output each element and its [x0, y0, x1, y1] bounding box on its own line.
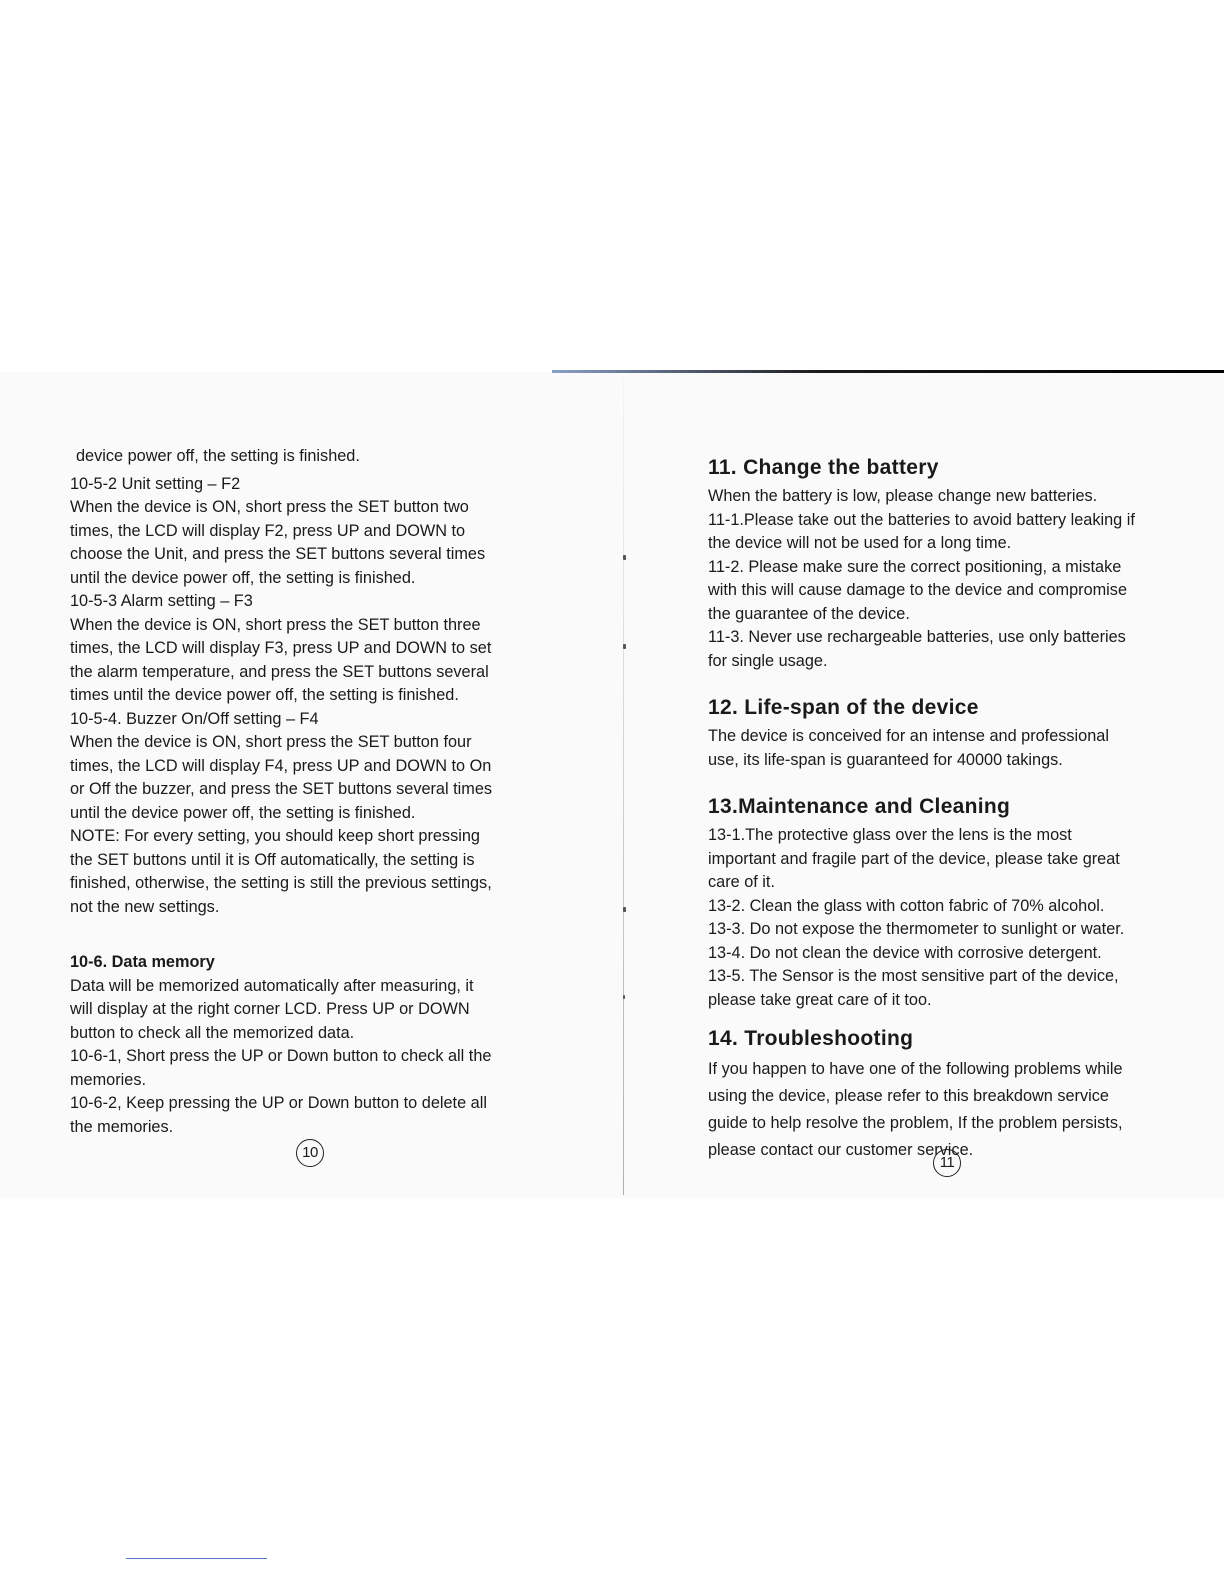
section-11-3: 11-3. Never use rechargeable batteries, use only batteries for single usage.: [708, 628, 1126, 670]
f3-heading: 10-5-3 Alarm setting – F3: [70, 592, 253, 610]
f2-heading: 10-5-2 Unit setting – F2: [70, 474, 241, 493]
section-13-title: 13.Maintenance and Cleaning: [708, 795, 1011, 818]
intro-text: device power off, the setting is finished.: [76, 447, 360, 465]
f4-heading: 10-5-4. Buzzer On/Off setting – F4: [70, 709, 319, 728]
section-14-body: If you happen to have one of the following problems while using the device, please refer to this breakdown service guide to help resolve the problem, If the problem persists, please contact our customer service.: [708, 1060, 1123, 1159]
section-12-title: 12. Life-span of the device: [708, 696, 979, 719]
page-fold: [623, 380, 624, 1195]
section-13-2: 13-2. Clean the glass with cotton fabric of 70% alcohol.: [708, 896, 1105, 915]
section-11-1: 11-1.Please take out the batteries to avoid battery leaking if the device will not be used for a long time.: [708, 510, 1135, 552]
section-13-3: 13-3. Do not expose the thermometer to sunlight or water.: [708, 920, 1125, 938]
page-number-right: 11: [933, 1149, 961, 1177]
section-12-body: The device is conceived for an intense and professional use, its life-span is guaranteed for 40000 takings.: [708, 727, 1109, 769]
section-14-title: 14. Troubleshooting: [708, 1027, 914, 1050]
f4-body: When the device is ON, short press the SET button four times, the LCD will display F4, press UP and DOWN to On or Off the buzzer, and press the SET buttons several times until the device power off, the setting is finished.: [70, 733, 493, 822]
note-text: NOTE: For every setting, you should keep short pressing the SET buttons until it is Off automatically, the setting is finished, otherwise, the setting is still the previous settings, not the new settings.: [70, 827, 492, 916]
scan-speck: [623, 907, 626, 912]
scan-speck: [623, 555, 626, 560]
section-11-2: 11-2. Please make sure the correct positioning, a mistake with this will cause damage to the device and compromise the guarantee of the device.: [708, 557, 1127, 623]
f2-body: When the device is ON, short press the SET button two times, the LCD will display F2, press UP and DOWN to choose the Unit, and press the SET buttons several times until the device power off, the setting is finished.: [70, 498, 486, 587]
item-10-6-1: 10-6-1, Short press the UP or Down button to check all the memories.: [70, 1047, 492, 1089]
f3-body: When the device is ON, short press the SET button three times, the LCD will display F3, press UP and DOWN to set the alarm temperature, and press the SET buttons several times until the device power off, the setting is finished.: [70, 615, 492, 704]
page-number-left: 10: [296, 1139, 324, 1167]
top-rule: [552, 370, 1224, 373]
section-11-title: 11. Change the battery: [708, 456, 939, 479]
bottom-mark: [126, 1558, 267, 1559]
section-11-intro: When the battery is low, please change new batteries.: [708, 487, 1098, 505]
left-page: [70, 445, 550, 1139]
section-13-5: 13-5. The Sensor is the most sensitive part of the device, please take great care of it too.: [708, 967, 1119, 1009]
data-memory-body: Data will be memorized automatically after measuring, it will display at the right corner LCD. Press UP or DOWN button to check all the memorized data.: [70, 976, 474, 1042]
right-page: [708, 455, 1188, 1164]
scan-speck: [623, 995, 625, 999]
item-10-6-2: 10-6-2, Keep pressing the UP or Down button to delete all the memories.: [70, 1094, 487, 1136]
section-13-4: 13-4. Do not clean the device with corrosive detergent.: [708, 943, 1102, 962]
section-13-1: 13-1.The protective glass over the lens is the most important and fragile part of the device, please take great care of it.: [708, 826, 1120, 891]
data-memory-heading: 10-6. Data memory: [70, 953, 215, 971]
scan-speck: [623, 644, 626, 649]
